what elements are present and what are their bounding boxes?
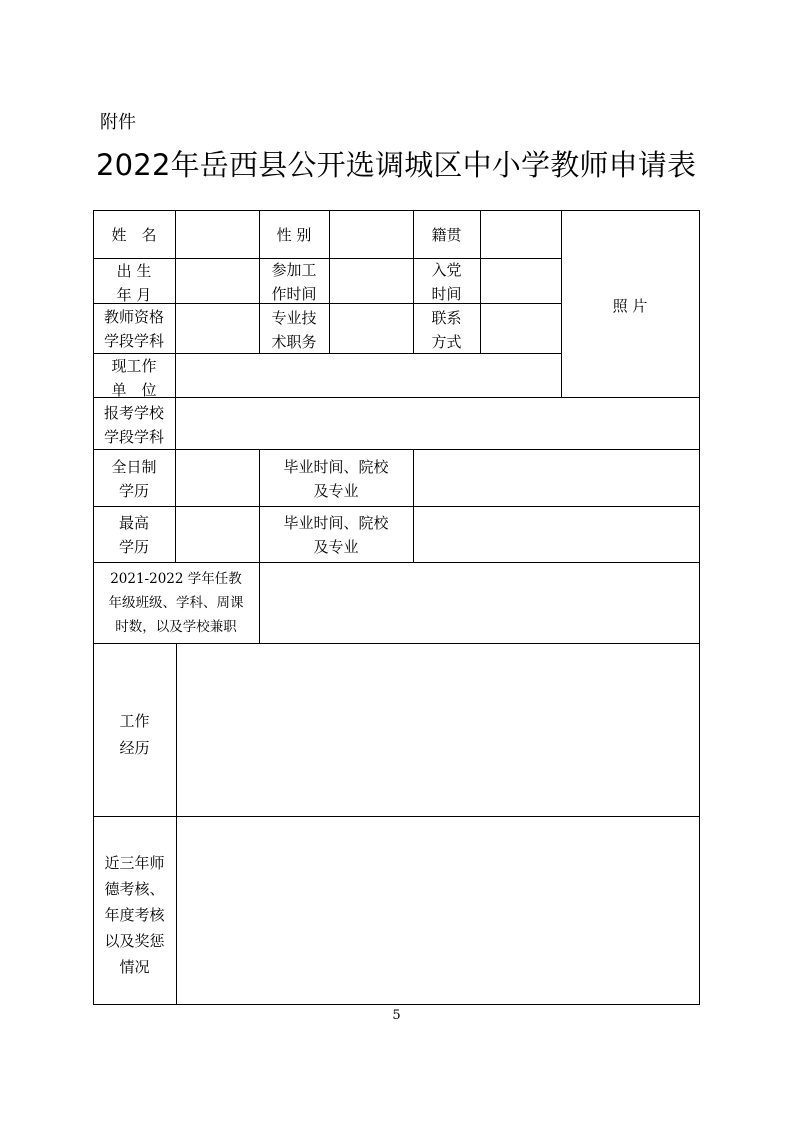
work-start-label-line1: 参加工 xyxy=(271,261,317,279)
fulltime-edu-label-line1: 全日制 xyxy=(111,458,157,476)
page-number: 5 xyxy=(392,1008,401,1023)
highest-edu-field[interactable] xyxy=(176,507,259,562)
professional-title-field[interactable] xyxy=(330,304,413,353)
fulltime-edu-label-line2: 学历 xyxy=(118,482,149,500)
grad-info-label xyxy=(259,455,413,503)
table-border-bottom xyxy=(93,1004,700,1005)
contact-label xyxy=(413,306,480,354)
work-exp-label-line1: 工作 xyxy=(119,712,150,730)
professional-title-label-line2: 术职务 xyxy=(271,333,317,351)
photo-label: 照 片 xyxy=(612,297,648,315)
fulltime-edu-label xyxy=(93,455,175,503)
teaching-label xyxy=(93,567,259,639)
highest-edu-label-line1: 最高 xyxy=(118,514,149,532)
birth-label-line2: 年 月 xyxy=(116,286,152,304)
gender-label: 性 别 xyxy=(276,226,312,244)
assessment-label-line2: 德考核、 xyxy=(104,880,165,898)
apply-school-field[interactable] xyxy=(176,398,699,449)
party-join-label-line1: 入党 xyxy=(431,261,462,279)
work-exp-label xyxy=(93,708,176,762)
teacher-qual-label-line2: 学段学科 xyxy=(103,332,164,350)
birth-label xyxy=(93,259,175,307)
assessment-label xyxy=(93,850,176,980)
work-start-label-line2: 作时间 xyxy=(271,285,317,303)
apply-label-line2: 学段学科 xyxy=(103,428,164,446)
assessment-label-line4: 以及奖惩 xyxy=(104,932,165,950)
apply-school-label xyxy=(93,401,175,449)
work-exp-field[interactable] xyxy=(177,644,699,816)
attachment-label: 附件 xyxy=(100,112,136,133)
current-unit-label-line2: 单 位 xyxy=(111,381,157,399)
native-place-label: 籍贯 xyxy=(431,226,462,244)
teacher-qual-field[interactable] xyxy=(176,304,259,353)
assessment-label-line5: 情况 xyxy=(119,958,150,976)
grad-info-label-line2: 及专业 xyxy=(313,482,359,500)
work-start-label xyxy=(259,258,329,306)
highest-edu-label xyxy=(93,511,175,559)
work-exp-label-line2: 经历 xyxy=(119,739,150,757)
current-unit-field[interactable] xyxy=(176,354,561,397)
assessment-label-line3: 年度考核 xyxy=(104,906,165,924)
page-title: 2022年岳西县公开选调城区中小学教师申请表 xyxy=(96,148,697,182)
gender-field[interactable] xyxy=(330,211,413,258)
fulltime-edu-field[interactable] xyxy=(176,450,259,506)
current-unit-label-line1: 现工作 xyxy=(111,357,157,375)
teaching-field[interactable] xyxy=(260,563,699,643)
contact-field[interactable] xyxy=(481,304,561,353)
work-start-field[interactable] xyxy=(330,259,413,303)
professional-title-label-line1: 专业技 xyxy=(271,309,317,327)
teaching-label-line2: 年级班级、学科、周课 xyxy=(108,595,244,611)
grad-info-label-line1: 毕业时间、院校 xyxy=(283,458,389,476)
grad-info2-label-line1: 毕业时间、院校 xyxy=(283,514,389,532)
grad-info2-label xyxy=(259,511,413,559)
highest-grad-field[interactable] xyxy=(414,507,699,562)
name-label: 姓 名 xyxy=(111,226,157,244)
teacher-qual-label xyxy=(93,305,175,353)
birth-field[interactable] xyxy=(176,259,259,303)
assessment-label-line1: 近三年师 xyxy=(104,854,165,872)
party-join-label xyxy=(413,258,480,306)
highest-edu-label-line2: 学历 xyxy=(118,538,149,556)
fulltime-grad-field[interactable] xyxy=(414,450,699,506)
native-place-field[interactable] xyxy=(481,211,561,258)
name-field[interactable] xyxy=(176,211,259,258)
teaching-label-line3: 时数，以及学校兼职 xyxy=(115,619,237,635)
current-unit-label xyxy=(93,354,175,402)
teaching-label-line1: 2021-2022 学年任教 xyxy=(110,571,242,587)
contact-label-line2: 方式 xyxy=(431,333,462,351)
birth-label-line1: 出 生 xyxy=(116,262,152,280)
party-join-field[interactable] xyxy=(481,259,561,303)
teacher-qual-label-line1: 教师资格 xyxy=(103,308,164,326)
contact-label-line1: 联系 xyxy=(431,309,462,327)
professional-title-label xyxy=(259,306,329,354)
table-border-right xyxy=(699,210,700,1005)
apply-label-line1: 报考学校 xyxy=(103,404,164,422)
party-join-label-line2: 时间 xyxy=(431,285,462,303)
grad-info2-label-line2: 及专业 xyxy=(313,538,359,556)
assessment-field[interactable] xyxy=(177,817,699,1004)
